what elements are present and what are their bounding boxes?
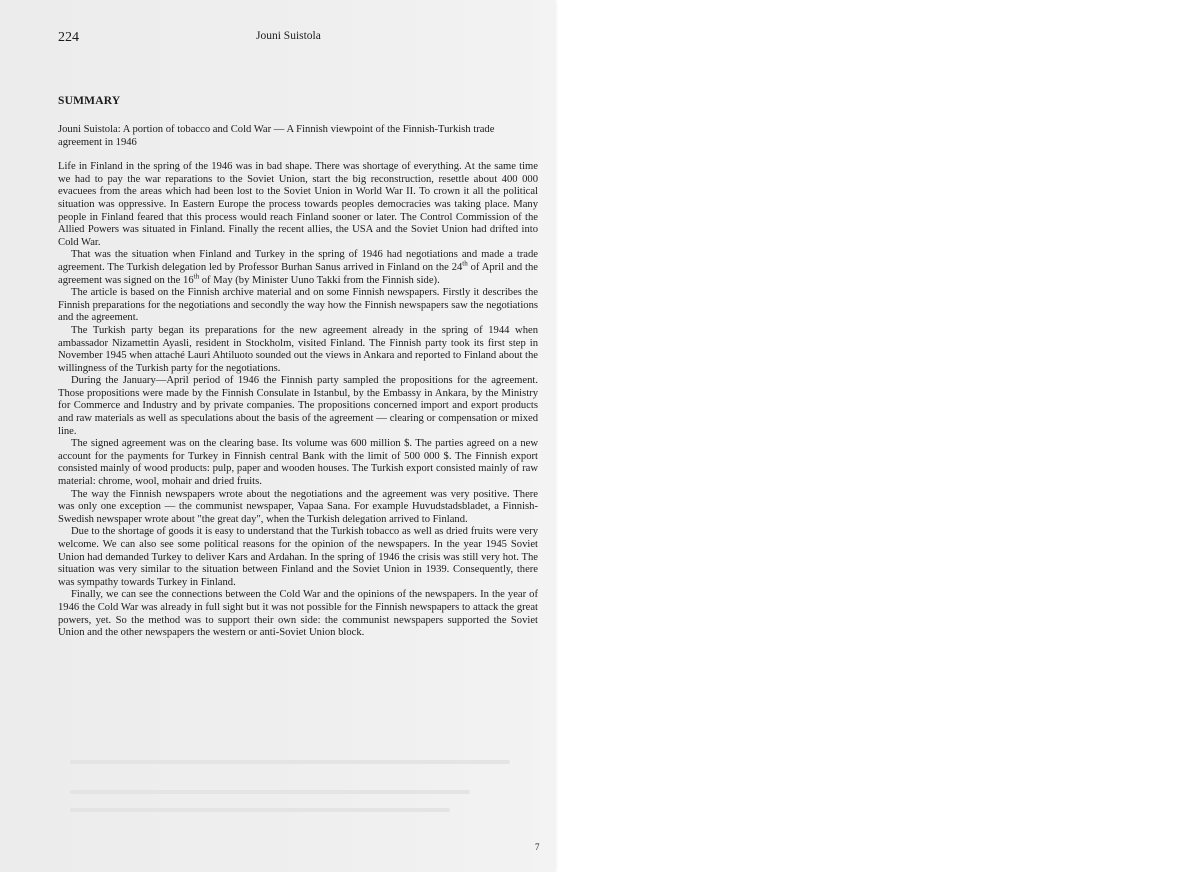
show-through-line [70,790,470,794]
paragraph: The signed agreement was on the clearing base. Its volume was 600 million $. The parties agreed on a new account for the payments for Turkey in Finnish central Bank with the limit of 500 000 $. The Finnish export consisted mainly of wood products: pulp, paper and wooden houses. The Turkish export consisted mainly of raw material: chrome, wool, mohair and dried fruits. [58,438,538,488]
article-title: Jouni Suistola: A portion of tobacco and Cold War — A Finnish viewpoint of the Finnish-Turkish trade agreement in 1946 [58,124,495,148]
page-number: 224 [58,30,79,45]
paragraph: During the January—April period of 1946 the Finnish party sampled the propositions for the agreement. Those propositions were made by the Finnish Consulate in Istanbul, by the Embassy in Ankara, by the Ministry for Commerce and Industry and by private companies. The propositions concerned import and export products and raw materials as well as speculations about the basis of the agreement — clearing or compensation or mixed line. [58,375,538,437]
summary-body [58,124,538,640]
paragraph: That was the situation when Finland and Turkey in the spring of 1946 had negotiations and made a trade agreement. The Turkish delegation led by Professor Burhan Sanus arrived in Finland on the 24th of April and the agreement was signed on the 16th of May (by Minister Uuno Takki from the Finnish side). [58,249,539,286]
show-through-line [70,760,510,764]
footer-number: 7 [535,842,540,852]
paragraph: Due to the shortage of goods it is easy to understand that the Turkish tobacco as well as dried fruits were very welcome. We can also see some political reasons for the opinion of the newspapers. In the year 1945 Soviet Union had demanded Turkey to deliver Kars and Ardahan. In the spring of 1946 the crisis was still very hot. The situation was very similar to the situation between Finland and the Soviet Union in 1939. Consequently, there was sympathy towards Turkey in Finland. [58,526,538,588]
section-title: SUMMARY [58,95,121,107]
paragraph: The Turkish party began its preparations for the new agreement already in the spring of 1944 when ambassador Nizamettin Ayasli, resident in Stockholm, visited Finland. The Finnish party took its first step in November 1945 when attaché Lauri Ahtiluoto sounded out the views in Ankara and reported to Finland about the willingness of the Turkish party for the negotiations. [58,324,538,374]
paragraph: The way the Finnish newspapers wrote about the negotiations and the agreement was very positive. There was only one exception — the communist newspaper, Vapaa Sana. For example Huvudstadsbladet, a Finnish-Swedish newspaper wrote about "the great day", when the Turkish delegation arrived to Finland. [58,488,538,525]
paragraph: Life in Finland in the spring of the 1946 was in bad shape. There was shortage of everything. At the same time we had to pay the war reparations to the Soviet Union, start the big reconstruction, resettle about 400 000 evacuees from the areas which had been lost to the Soviet Union in World War II. To crown it all the political situation was oppressive. In Eastern Europe the process towards peoples democracies was taking place. Many people in Finland feared that this process would reach Finland sooner or later. The Control Commission of the Allied Powers was situated in Finland. Finally the recent allies, the USA and the Soviet Union had drifted into Cold War. [58,161,538,248]
document-page [0,0,555,872]
paragraph: Finally, we can see the connections between the Cold War and the opinions of the newspapers. In the year of 1946 the Cold War was already in full sight but it was not possible for the Finnish newspapers to attack the great powers, yet. So the method was to support their own side: the communist newspapers supported the Soviet Union and the other newspapers the western or anti-Soviet Union block. [58,589,538,639]
paragraph: The article is based on the Finnish archive material and on some Finnish newspapers. Firstly it describes the Finnish preparations for the negotiations and secondly the way how the Finnish newspapers saw the negotiations and the agreement. [58,287,538,324]
running-head-author: Jouni Suistola [256,30,321,42]
show-through-line [70,808,450,812]
